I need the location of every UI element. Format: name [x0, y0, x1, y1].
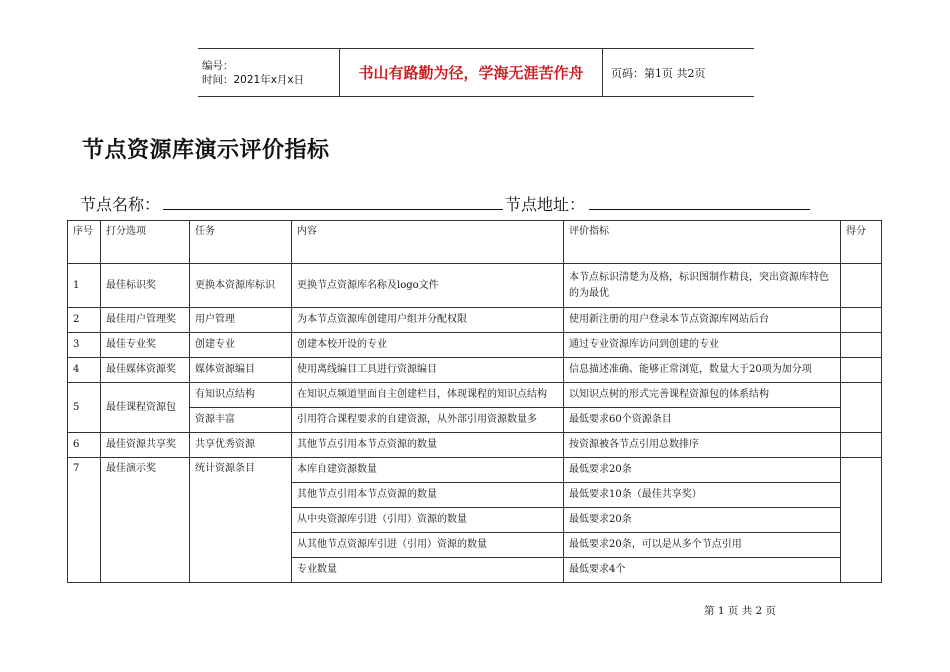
header-option: 打分选项 [101, 221, 190, 264]
row-criteria: 使用新注册的用户登录本节点资源库网站后台 [564, 308, 841, 333]
row-option: 最佳媒体资源奖 [101, 358, 190, 383]
row-score[interactable] [841, 333, 882, 358]
table-row [68, 358, 882, 383]
header-score: 得分 [841, 221, 882, 264]
row-option: 最佳用户管理奖 [101, 308, 190, 333]
row-content: 使用离线编目工具进行资源编目 [292, 358, 564, 383]
number-label: 编号： [202, 59, 234, 72]
row-content: 从中央资源库引进（引用）资源的数量 [292, 508, 564, 533]
table-row [68, 264, 882, 308]
node-address-blank [589, 209, 810, 210]
row-index: 1 [68, 264, 101, 308]
page-footer: 第 1 页 共 2 页 [704, 605, 777, 617]
row-criteria: 最低要求60个资源条目 [564, 408, 841, 433]
table-row [68, 408, 882, 433]
row-criteria: 按资源被各节点引用总数排序 [564, 433, 841, 458]
row-criteria: 最低要求20条 [564, 508, 841, 533]
row-index: 6 [68, 433, 101, 458]
row-index: 2 [68, 308, 101, 333]
row-criteria: 最低要求4个 [564, 558, 841, 583]
row-criteria: 通过专业资源库访问到创建的专业 [564, 333, 841, 358]
table-header-row [68, 221, 882, 264]
row-criteria: 最低要求10条（最佳共享奖） [564, 483, 841, 508]
row-index: 3 [68, 333, 101, 358]
row-task: 媒体资源编目 [190, 358, 292, 383]
row-score[interactable] [841, 433, 882, 458]
motto: 书山有路勤为径，学海无涯苦作舟 [339, 49, 603, 96]
row-option: 最佳课程资源包 [101, 383, 190, 433]
row-option: 最佳演示奖 [101, 458, 190, 583]
row-task: 用户管理 [190, 308, 292, 333]
row-content: 引用符合课程要求的自建资源，从外部引用资源数量多 [292, 408, 564, 433]
row-content: 创建本校开设的专业 [292, 333, 564, 358]
row-option: 最佳专业奖 [101, 333, 190, 358]
row-score[interactable] [841, 383, 882, 433]
row-task: 资源丰富 [190, 408, 292, 433]
row-index: 7 [68, 458, 101, 583]
row-score[interactable] [841, 308, 882, 333]
row-content: 其他节点引用本节点资源的数量 [292, 433, 564, 458]
header-task: 任务 [190, 221, 292, 264]
row-task: 更换本资源库标识 [190, 264, 292, 308]
node-name-blank [163, 209, 503, 210]
table-row [68, 383, 882, 408]
node-address-label: 节点地址： [505, 195, 586, 214]
row-content: 专业数量 [292, 558, 564, 583]
row-criteria: 以知识点树的形式完善课程资源包的体系结构 [564, 383, 841, 408]
row-score[interactable] [841, 264, 882, 308]
page-header [198, 48, 754, 97]
row-task: 创建专业 [190, 333, 292, 358]
row-content: 更换节点资源库名称及logo文件 [292, 264, 564, 308]
row-content: 从其他节点资源库引进（引用）资源的数量 [292, 533, 564, 558]
row-index: 5 [68, 383, 101, 433]
row-score[interactable] [841, 458, 882, 583]
row-option: 最佳标识奖 [101, 264, 190, 308]
table-row [68, 458, 882, 483]
row-content: 其他节点引用本节点资源的数量 [292, 483, 564, 508]
row-content: 本库自建资源数量 [292, 458, 564, 483]
page-info: 页码：第1页 共2页 [611, 66, 706, 80]
node-name-label: 节点名称： [80, 195, 161, 214]
row-task: 共享优秀资源 [190, 433, 292, 458]
time-label: 时间：2021年x月x日 [202, 73, 305, 86]
row-option: 最佳资源共享奖 [101, 433, 190, 458]
header-criteria: 评价指标 [564, 221, 841, 264]
row-criteria: 最低要求20条 [564, 458, 841, 483]
header-content: 内容 [292, 221, 564, 264]
header-meta [198, 49, 339, 96]
row-content: 在知识点频道里面自主创建栏目，体现课程的知识点结构 [292, 383, 564, 408]
row-criteria: 最低要求20条，可以是从多个节点引用 [564, 533, 841, 558]
row-task: 统计资源条目 [190, 458, 292, 583]
header-index: 序号 [68, 221, 101, 264]
row-criteria: 本节点标识清楚为及格，标识图制作精良，突出资源库特色的为最优 [564, 264, 841, 308]
row-content: 为本节点资源库创建用户组并分配权限 [292, 308, 564, 333]
evaluation-table [67, 220, 882, 583]
row-score[interactable] [841, 358, 882, 383]
table-row [68, 308, 882, 333]
row-task: 有知识点结构 [190, 383, 292, 408]
document-title: 节点资源库演示评价指标 [82, 138, 330, 163]
row-criteria: 信息描述准确、能够正常浏览，数量大于20项为加分项 [564, 358, 841, 383]
row-index: 4 [68, 358, 101, 383]
table-row [68, 333, 882, 358]
table-row [68, 433, 882, 458]
